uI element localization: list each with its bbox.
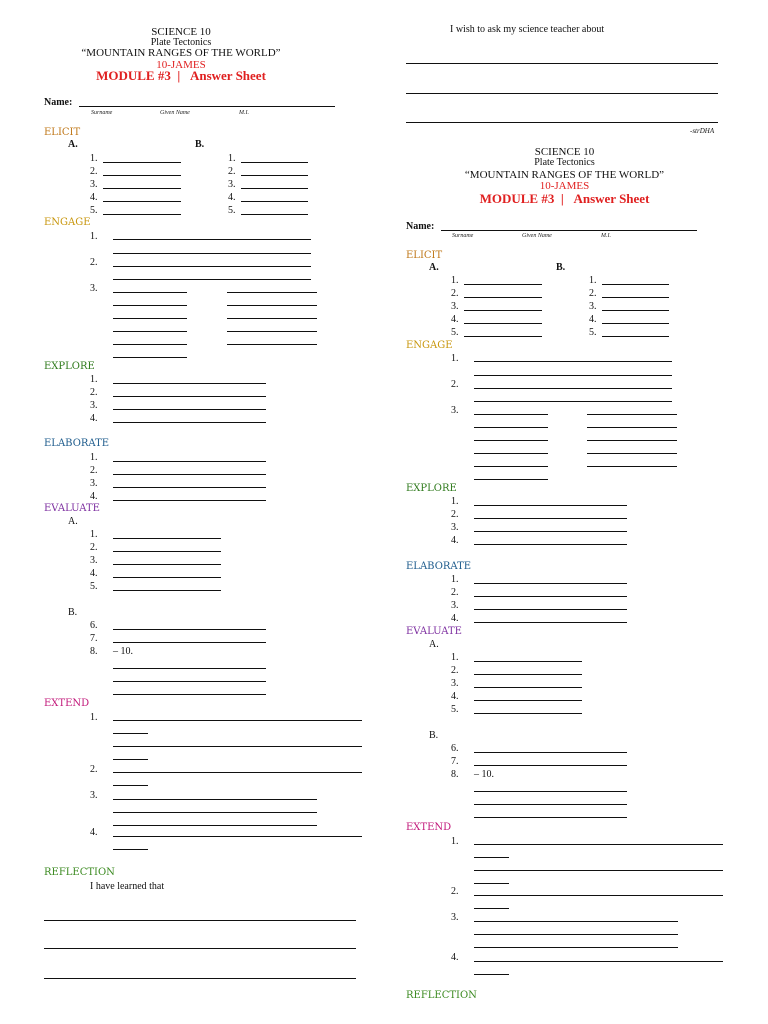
answer-line[interactable] xyxy=(113,590,221,591)
answer-line[interactable] xyxy=(602,310,669,311)
answer-line[interactable] xyxy=(113,759,148,760)
item-number: 1. xyxy=(451,574,459,585)
item-number: 4. xyxy=(90,413,98,424)
answer-line[interactable] xyxy=(602,297,669,298)
item-number: 1. xyxy=(451,836,459,847)
item-number: 2. xyxy=(451,665,459,676)
answer-line[interactable] xyxy=(103,188,181,189)
answer-line[interactable] xyxy=(113,564,221,565)
item-number: 5. xyxy=(90,581,98,592)
item-number: 5. xyxy=(451,704,459,715)
answer-line[interactable] xyxy=(474,479,548,480)
answer-line[interactable] xyxy=(602,323,669,324)
item-number: 3. xyxy=(90,179,98,190)
answer-line[interactable] xyxy=(103,214,181,215)
item-number: 2. xyxy=(228,166,236,177)
item-number: 5. xyxy=(228,205,236,216)
answer-line[interactable] xyxy=(474,895,723,896)
answer-line[interactable] xyxy=(474,713,582,714)
engage-heading: ENGAGE xyxy=(44,217,91,228)
answer-line[interactable] xyxy=(113,629,266,630)
item-number: 2. xyxy=(451,509,459,520)
name-input-line[interactable] xyxy=(441,230,697,231)
explore-heading: EXPLORE xyxy=(44,361,95,372)
item-number: 6. xyxy=(90,620,98,631)
item-number: 3. xyxy=(90,400,98,411)
item-number: 5. xyxy=(589,327,597,338)
answer-line[interactable] xyxy=(474,583,627,584)
module-heading xyxy=(362,193,767,205)
answer-line[interactable] xyxy=(44,920,356,921)
answer-line[interactable] xyxy=(113,292,187,293)
answer-line[interactable] xyxy=(587,440,677,441)
module-divider: | xyxy=(177,68,181,83)
elicit-part-b: B. xyxy=(195,139,205,150)
answer-line[interactable] xyxy=(113,305,187,306)
elaborate-heading: ELABORATE xyxy=(44,438,110,449)
answer-line[interactable] xyxy=(602,336,669,337)
item-number: 4. xyxy=(451,952,459,963)
item-number: 7. xyxy=(451,756,459,767)
answer-line[interactable] xyxy=(587,427,677,428)
topic-heading: Plate Tectonics xyxy=(534,157,595,168)
engage-heading: ENGAGE xyxy=(406,340,453,351)
answer-line[interactable] xyxy=(474,752,627,753)
item-number: 1. xyxy=(90,452,98,463)
answer-line[interactable] xyxy=(113,239,311,240)
answer-line[interactable] xyxy=(587,453,677,454)
answer-line[interactable] xyxy=(113,812,317,813)
item-number: 2. xyxy=(451,886,459,897)
answer-line[interactable] xyxy=(113,785,148,786)
answer-line[interactable] xyxy=(227,292,317,293)
answer-line[interactable] xyxy=(113,318,187,319)
answer-line[interactable] xyxy=(113,551,221,552)
answer-sheet-left xyxy=(0,0,362,1024)
surname-caption: Surname xyxy=(452,233,474,239)
answer-line[interactable] xyxy=(113,720,362,721)
elicit-heading: ELICIT xyxy=(44,127,81,138)
answer-line[interactable] xyxy=(241,175,308,176)
answer-line[interactable] xyxy=(113,733,148,734)
extend-heading: EXTEND xyxy=(44,698,90,709)
answer-line[interactable] xyxy=(464,284,542,285)
answer-line[interactable] xyxy=(474,440,548,441)
answer-line[interactable] xyxy=(474,622,627,623)
item-number: 6. xyxy=(451,743,459,754)
name-label: Name: xyxy=(406,221,435,232)
topic-heading: Plate Tectonics xyxy=(150,37,212,48)
item-number: 2. xyxy=(451,288,459,299)
item-number: 2. xyxy=(451,379,459,390)
title-heading: “MOUNTAIN RANGES OF THE WORLD” xyxy=(464,169,665,181)
item-number: 5. xyxy=(90,205,98,216)
name-label: Name: xyxy=(44,97,73,108)
section-heading: 10-JAMES xyxy=(539,180,590,192)
evaluate-heading: EVALUATE xyxy=(406,626,462,637)
item-number: 3. xyxy=(451,301,459,312)
teacher-prompt: I wish to ask my science teacher about xyxy=(450,24,605,35)
answer-line[interactable] xyxy=(474,857,509,858)
item-number: 4. xyxy=(90,491,98,502)
answer-line[interactable] xyxy=(474,361,672,362)
answer-line[interactable] xyxy=(474,921,678,922)
answer-line[interactable] xyxy=(103,175,181,176)
answer-line[interactable] xyxy=(103,162,181,163)
item-number: 3. xyxy=(228,179,236,190)
item-number: 1. xyxy=(90,712,98,723)
answer-line[interactable] xyxy=(474,544,627,545)
evaluate-heading: EVALUATE xyxy=(44,503,100,514)
answer-line[interactable] xyxy=(474,700,582,701)
answer-line[interactable] xyxy=(113,331,187,332)
answer-line[interactable] xyxy=(474,961,723,962)
answer-line[interactable] xyxy=(474,883,509,884)
answer-line[interactable] xyxy=(241,214,308,215)
module-number: MODULE #3 xyxy=(479,191,555,206)
answer-line[interactable] xyxy=(44,978,356,979)
answer-line[interactable] xyxy=(474,908,509,909)
item-number: 5. xyxy=(451,327,459,338)
answer-line[interactable] xyxy=(113,681,266,682)
answer-line[interactable] xyxy=(474,375,672,376)
answer-line[interactable] xyxy=(113,799,317,800)
answer-line[interactable] xyxy=(587,414,677,415)
answer-line[interactable] xyxy=(241,162,308,163)
title-heading: “MOUNTAIN RANGES OF THE WORLD” xyxy=(81,47,281,59)
answer-line[interactable] xyxy=(464,336,542,337)
answer-line[interactable] xyxy=(474,947,678,948)
answer-line[interactable] xyxy=(227,344,317,345)
module-divider: | xyxy=(560,191,564,206)
item-number: 3. xyxy=(90,283,98,294)
answer-line[interactable] xyxy=(113,266,311,267)
answer-line[interactable] xyxy=(113,409,266,410)
item-number: 1. xyxy=(90,231,98,242)
answer-line[interactable] xyxy=(474,531,627,532)
answer-line[interactable] xyxy=(113,668,266,669)
item-number: 2. xyxy=(90,764,98,775)
elicit-part-a: A. xyxy=(429,262,439,273)
answer-line[interactable] xyxy=(227,318,317,319)
evaluate-part-a: A. xyxy=(68,516,78,527)
item-number: 8. xyxy=(90,646,98,657)
answer-line[interactable] xyxy=(474,518,627,519)
answer-line[interactable] xyxy=(474,414,548,415)
answer-line[interactable] xyxy=(113,694,266,695)
answer-line[interactable] xyxy=(587,466,677,467)
extend-heading: EXTEND xyxy=(406,822,452,833)
answer-line[interactable] xyxy=(113,253,311,254)
item-number: 3. xyxy=(90,555,98,566)
item-number: 2. xyxy=(589,288,597,299)
answer-line[interactable] xyxy=(474,974,509,975)
module-heading xyxy=(0,70,362,82)
surname-caption: Surname xyxy=(91,110,113,116)
item-number: 3. xyxy=(451,405,459,416)
answer-sheet-title: Answer Sheet xyxy=(573,191,650,206)
item-number: 1. xyxy=(90,374,98,385)
answer-line[interactable] xyxy=(227,305,317,306)
item-number: 2. xyxy=(90,542,98,553)
answer-line[interactable] xyxy=(474,596,627,597)
answer-line[interactable] xyxy=(241,188,308,189)
item-number: 4. xyxy=(451,535,459,546)
item-number: 4. xyxy=(451,691,459,702)
item-number: 3. xyxy=(90,478,98,489)
item-number: 4. xyxy=(451,613,459,624)
answer-line[interactable] xyxy=(113,538,221,539)
answer-line[interactable] xyxy=(474,401,672,402)
name-input-line[interactable] xyxy=(79,106,335,107)
answer-line[interactable] xyxy=(113,422,266,423)
answer-line[interactable] xyxy=(464,310,542,311)
range-label: – 10. xyxy=(474,769,494,780)
item-number: 4. xyxy=(589,314,597,325)
answer-line[interactable] xyxy=(474,817,627,818)
answer-line[interactable] xyxy=(113,642,266,643)
item-number: 3. xyxy=(451,912,459,923)
answer-line[interactable] xyxy=(474,934,678,935)
answer-line[interactable] xyxy=(474,505,627,506)
answer-line[interactable] xyxy=(113,836,362,837)
answer-line[interactable] xyxy=(474,765,627,766)
elaborate-heading: ELABORATE xyxy=(406,561,472,572)
answer-line[interactable] xyxy=(113,772,362,773)
answer-line[interactable] xyxy=(113,461,266,462)
given-name-caption: Given Name xyxy=(160,110,190,116)
evaluate-part-b: B. xyxy=(429,730,439,741)
answer-line[interactable] xyxy=(44,948,356,949)
item-number: 2. xyxy=(90,465,98,476)
item-number: 4. xyxy=(90,192,98,203)
signature: -strDHA xyxy=(690,127,715,135)
item-number: 2. xyxy=(90,166,98,177)
explore-heading: EXPLORE xyxy=(406,483,457,494)
answer-line[interactable] xyxy=(113,474,266,475)
answer-sheet-right xyxy=(362,0,768,1024)
item-number: 1. xyxy=(90,529,98,540)
item-number: 4. xyxy=(90,568,98,579)
reflection-prompt: I have learned that xyxy=(90,881,165,892)
item-number: 2. xyxy=(451,587,459,598)
elicit-part-b: B. xyxy=(556,262,566,273)
answer-line[interactable] xyxy=(113,746,362,747)
item-number: 2. xyxy=(90,387,98,398)
item-number: 3. xyxy=(451,600,459,611)
item-number: 1. xyxy=(451,652,459,663)
given-name-caption: Given Name xyxy=(522,233,552,239)
answer-line[interactable] xyxy=(113,383,266,384)
answer-line[interactable] xyxy=(464,323,542,324)
item-number: 3. xyxy=(451,522,459,533)
answer-line[interactable] xyxy=(474,427,548,428)
elicit-part-a: A. xyxy=(68,139,78,150)
item-number: 7. xyxy=(90,633,98,644)
item-number: 3. xyxy=(451,678,459,689)
answer-line[interactable] xyxy=(227,331,317,332)
mi-caption: M.I. xyxy=(239,110,249,116)
answer-line[interactable] xyxy=(474,609,627,610)
answer-line[interactable] xyxy=(474,804,627,805)
reflection-heading: REFLECTION xyxy=(44,867,115,878)
answer-line[interactable] xyxy=(474,791,627,792)
elicit-heading: ELICIT xyxy=(406,250,443,261)
subject-heading: SCIENCE 10 xyxy=(534,146,595,158)
item-number: 1. xyxy=(451,275,459,286)
item-number: 1. xyxy=(589,275,597,286)
module-number: MODULE #3 xyxy=(96,68,171,83)
item-number: 2. xyxy=(90,257,98,268)
item-number: 1. xyxy=(228,153,236,164)
range-label: – 10. xyxy=(113,646,133,657)
item-number: 4. xyxy=(451,314,459,325)
item-number: 1. xyxy=(451,496,459,507)
answer-line[interactable] xyxy=(113,357,187,358)
item-number: 1. xyxy=(451,353,459,364)
answer-line[interactable] xyxy=(241,201,308,202)
answer-line[interactable] xyxy=(474,388,672,389)
item-number: 1. xyxy=(90,153,98,164)
item-number: 3. xyxy=(589,301,597,312)
answer-line[interactable] xyxy=(113,344,187,345)
answer-sheet-title: Answer Sheet xyxy=(189,68,266,83)
answer-line[interactable] xyxy=(103,201,181,202)
answer-line[interactable] xyxy=(113,396,266,397)
answer-line[interactable] xyxy=(474,661,582,662)
answer-line[interactable] xyxy=(113,825,317,826)
item-number: 4. xyxy=(228,192,236,203)
subject-heading: SCIENCE 10 xyxy=(151,26,211,38)
answer-line[interactable] xyxy=(113,849,148,850)
item-number: 4. xyxy=(90,827,98,838)
answer-line[interactable] xyxy=(113,500,266,501)
mi-caption: M.I. xyxy=(601,233,611,239)
answer-line[interactable] xyxy=(474,466,548,467)
answer-line[interactable] xyxy=(474,844,723,845)
section-heading: 10-JAMES xyxy=(156,59,206,71)
answer-line[interactable] xyxy=(113,487,266,488)
evaluate-part-a: A. xyxy=(429,639,439,650)
answer-line[interactable] xyxy=(602,284,669,285)
evaluate-part-b: B. xyxy=(68,607,78,618)
item-number: 3. xyxy=(90,790,98,801)
answer-line[interactable] xyxy=(474,453,548,454)
answer-line[interactable] xyxy=(474,674,582,675)
item-number: 8. xyxy=(451,769,459,780)
answer-line[interactable] xyxy=(474,687,582,688)
reflection-heading: REFLECTION xyxy=(406,990,477,1001)
answer-line[interactable] xyxy=(113,279,311,280)
answer-line[interactable] xyxy=(474,870,723,871)
answer-line[interactable] xyxy=(113,577,221,578)
answer-line[interactable] xyxy=(464,297,542,298)
